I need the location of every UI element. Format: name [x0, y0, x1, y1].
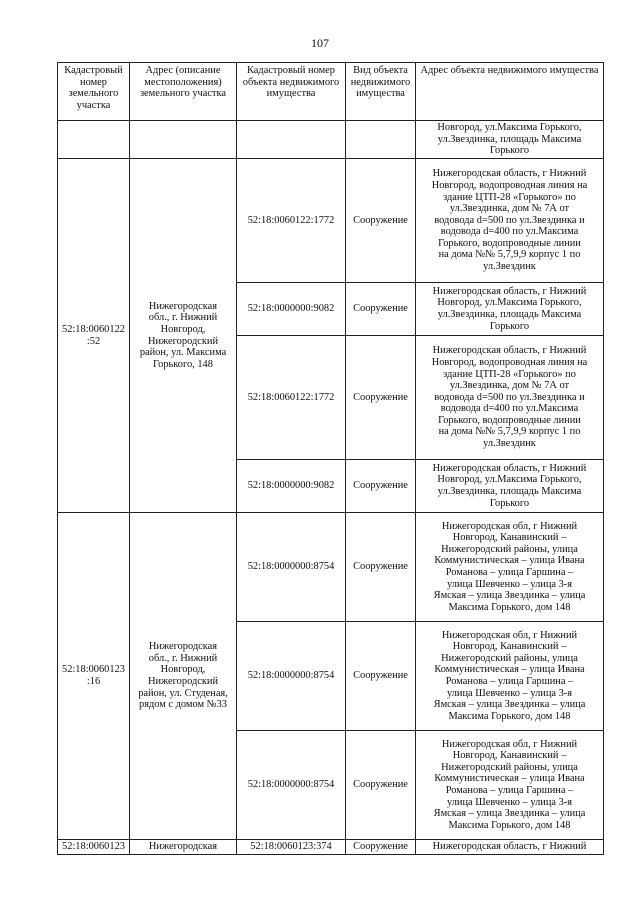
- object-address-cell: Нижегородская область, г Нижний Новгород, водопроводная линия на здание ЦТП-28 «Горького» по ул.Звездинка, дом № 7А от водовода d=500 по ул.Звездинка и водовода d=400 по ул.Максима Горького, водопроводные линии на дома №№ 5,7,9,9 корпус 1 по ул.Звездинк: [416, 336, 604, 460]
- table-row: [58, 840, 604, 855]
- object-type-cell: Сооружение: [346, 840, 416, 855]
- header-land-address: Адрес (описание местоположения) земельного участка: [130, 63, 237, 121]
- object-type-cell: Сооружение: [346, 159, 416, 283]
- object-type-cell: Сооружение: [346, 283, 416, 336]
- object-type-cell: Сооружение: [346, 336, 416, 460]
- object-address-cell: Нижегородская область, г Нижний Новгород, ул.Максима Горького, ул.Звездинка, площадь Максима Горького: [416, 460, 604, 513]
- table-row: [58, 121, 604, 159]
- page-number: 107: [311, 36, 329, 50]
- object-cadastral-cell: 52:18:0000000:9082: [237, 283, 346, 336]
- table-row: [58, 513, 604, 622]
- object-address-cell: Нижегородская обл, г Нижний Новгород, Канавинский – Нижегородский районы, улица Коммунистическая – улица Ивана Романова – улица Гаршина – улица Шевченко – улица 3-я Ямская – улица Звездинка – улица Максима Горького, дом 148: [416, 622, 604, 731]
- object-cadastral-cell: 52:18:0000000:9082: [237, 460, 346, 513]
- cont-land-address: [130, 121, 237, 159]
- header-row: [58, 63, 604, 121]
- object-cadastral-cell: 52:18:0000000:8754: [237, 731, 346, 840]
- object-address-cell: Нижегородская область, г Нижний Новгород, водопроводная линия на здание ЦТП-28 «Горького» по ул.Звездинка, дом № 7А от водовода d=500 по ул.Звездинка и водовода d=400 по ул.Максима Горького, водопроводные линии на дома №№ 5,7,9,9 корпус 1 по ул.Звездинк: [416, 159, 604, 283]
- object-address-cell: Нижегородская область, г Нижний: [416, 840, 604, 855]
- table-row: [58, 159, 604, 283]
- land-cadastral-cell: 52:18:0060123: [58, 840, 130, 855]
- object-cadastral-cell: 52:18:0060123:374: [237, 840, 346, 855]
- object-address-cell: Нижегородская область, г Нижний Новгород, ул.Максима Горького, ул.Звездинка, площадь Максима Горького: [416, 283, 604, 336]
- object-cadastral-cell: 52:18:0000000:8754: [237, 622, 346, 731]
- object-type-cell: Сооружение: [346, 622, 416, 731]
- land-cadastral-cell: 52:18:0060122 :52: [58, 159, 130, 513]
- object-cadastral-cell: 52:18:0060122:1772: [237, 159, 346, 283]
- header-land-cadastral: Кадастровый номер земельного участка: [58, 63, 130, 121]
- registry-table: [57, 62, 604, 855]
- header-object-type: Вид объекта недвижимого имущества: [346, 63, 416, 121]
- object-type-cell: Сооружение: [346, 513, 416, 622]
- object-cadastral-cell: 52:18:0060122:1772: [237, 336, 346, 460]
- object-address-cell: Нижегородская обл, г Нижний Новгород, Канавинский – Нижегородский районы, улица Коммунистическая – улица Ивана Романова – улица Гаршина – улица Шевченко – улица 3-я Ямская – улица Звездинка – улица Максима Горького, дом 148: [416, 513, 604, 622]
- object-cadastral-cell: 52:18:0000000:8754: [237, 513, 346, 622]
- header-object-cadastral: Кадастровый номер объекта недвижимого имущества: [237, 63, 346, 121]
- object-type-cell: Сооружение: [346, 731, 416, 840]
- land-cadastral-cell: 52:18:0060123 :16: [58, 513, 130, 840]
- cont-land-cadastral: [58, 121, 130, 159]
- object-type-cell: Сооружение: [346, 460, 416, 513]
- cont-object-cadastral: [237, 121, 346, 159]
- land-address-cell: Нижегородская: [130, 840, 237, 855]
- object-address-cell: Нижегородская обл, г Нижний Новгород, Канавинский – Нижегородский районы, улица Коммунистическая – улица Ивана Романова – улица Гаршина – улица Шевченко – улица 3-я Ямская – улица Звездинка – улица Максима Горького, дом 148: [416, 731, 604, 840]
- cont-object-type: [346, 121, 416, 159]
- header-object-address: Адрес объекта недвижимого имущества: [416, 63, 604, 121]
- land-address-cell: Нижегородская обл., г. Нижний Новгород, Нижегородский район, ул. Студеная, рядом с домом №33: [130, 513, 237, 840]
- cont-object-address: Новгород, ул.Максима Горького, ул.Звездинка, площадь Максима Горького: [416, 121, 604, 159]
- land-address-cell: Нижегородская обл., г. Нижний Новгород, Нижегородский район, ул. Максима Горького, 148: [130, 159, 237, 513]
